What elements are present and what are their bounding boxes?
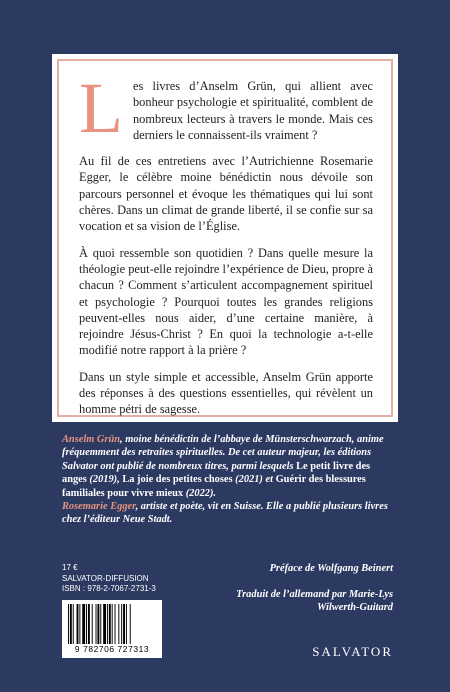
barcode-bar — [107, 604, 108, 644]
translation-credit-line-2: Wilwerth-Guitard — [317, 602, 393, 613]
summary-paragraph-1-text: es livres d’Anselm Grün, qui allient avec bonheur psychologie et spiritualité, comblent de nombreux lecteurs à travers le monde. Mais ces derniers le connaissent-ils vraiment ? — [132, 79, 373, 142]
barcode-bars — [68, 604, 156, 644]
publisher-logo: SALVATOR — [312, 644, 393, 659]
book-year-3: (2022). — [183, 487, 217, 499]
barcode-bar — [77, 604, 79, 644]
book-title-1: Le petit livre des anges — [62, 460, 371, 486]
bio-and: et — [265, 474, 276, 486]
barcode-bar — [121, 604, 122, 644]
dropcap-letter: L — [79, 68, 123, 148]
barcode-bar — [68, 604, 69, 644]
summary-panel — [57, 59, 393, 417]
coauthor-text: , artiste et poète, vit en Suisse. Elle a publié plusieurs livres chez l’éditeur Neue Stadt. — [62, 501, 388, 526]
price-amount: 17 € — [62, 563, 78, 572]
author-name: Anselm Grün — [62, 434, 121, 445]
barcode-bar — [82, 604, 85, 644]
preface-credit: Préface de Wolfgang Beinert — [269, 563, 393, 574]
barcode-bar — [130, 604, 131, 644]
book-title-3: Guérir des blessures familiales pour vivre mieux — [62, 474, 366, 499]
author-text: , moine bénédictin de l’abbaye de Münsterschwarzach, anime fréquemment des retraites spirituelles. De cet auteur majeur, les éditions Salvator ont publié de nombreux titres, parmi lesquels — [62, 434, 384, 472]
author-bio — [62, 433, 392, 527]
barcode-number: 9 782706 727313 — [74, 644, 150, 654]
barcode-bar — [73, 604, 74, 644]
book-year-1: (2019), — [86, 474, 123, 486]
barcode-bar — [97, 604, 99, 644]
barcode-bar — [88, 604, 90, 644]
barcode-bar — [103, 604, 106, 644]
barcode-bar — [123, 604, 125, 644]
summary-paragraph-3: À quoi ressemble son quotidien ? Dans quelle mesure la théologie peut-elle rejoindre l’expérience de Dieu, propre à chacun ? Comment s’articulent accompagnement spirituel et psychologie ? Pourquoi toutes les grandes religions peuvent-elles nous aider, d’une certaine manière, à rejoindre Jésus-Christ ? En quoi la technologie a-t-elle modifié notre rapport à la prière ? — [79, 245, 373, 358]
barcode-bar — [92, 604, 93, 644]
barcode-bar — [86, 604, 87, 644]
book-year-2: (2021) — [232, 474, 266, 486]
translation-credit-line-1: Traduit de l’allemand par Marie-Lys — [236, 588, 393, 600]
barcode-bar — [79, 604, 80, 644]
barcode-bar — [70, 604, 72, 644]
barcode-bar — [96, 604, 97, 644]
barcode-bar — [118, 604, 119, 644]
barcode-bar — [112, 604, 113, 644]
distributor: SALVATOR-DIFFUSION — [62, 573, 149, 583]
summary-paragraph-1 — [79, 68, 373, 148]
barcode-bar — [100, 604, 101, 644]
barcode-bar — [109, 604, 111, 644]
coauthor-name: Rosemarie Egger — [62, 501, 136, 513]
barcode-bar — [126, 604, 127, 644]
barcode-bar — [115, 604, 116, 644]
summary-text — [79, 68, 373, 428]
barcode — [62, 600, 162, 658]
isbn: ISBN : 978-2-7067-2731-3 — [62, 584, 156, 593]
summary-paragraph-4: Dans un style simple et accessible, Anselm Grün apporte des réponses à des questions essentielles, qui révèlent un homme pétri de sagesse. — [79, 369, 373, 417]
book-title-2: La joie des petites choses — [122, 474, 233, 486]
summary-paragraph-2: Au fil de ces entretiens avec l’Autrichienne Rosemarie Egger, le célèbre moine bénédictin nous dévoile son parcours personnel et évoque les thématiques qui lui sont chères. Dans un climat de grande liberté, il se confie sur sa vocation et sa vision de l’Église. — [79, 154, 373, 234]
credits-block — [173, 562, 393, 615]
price-block — [62, 563, 156, 595]
